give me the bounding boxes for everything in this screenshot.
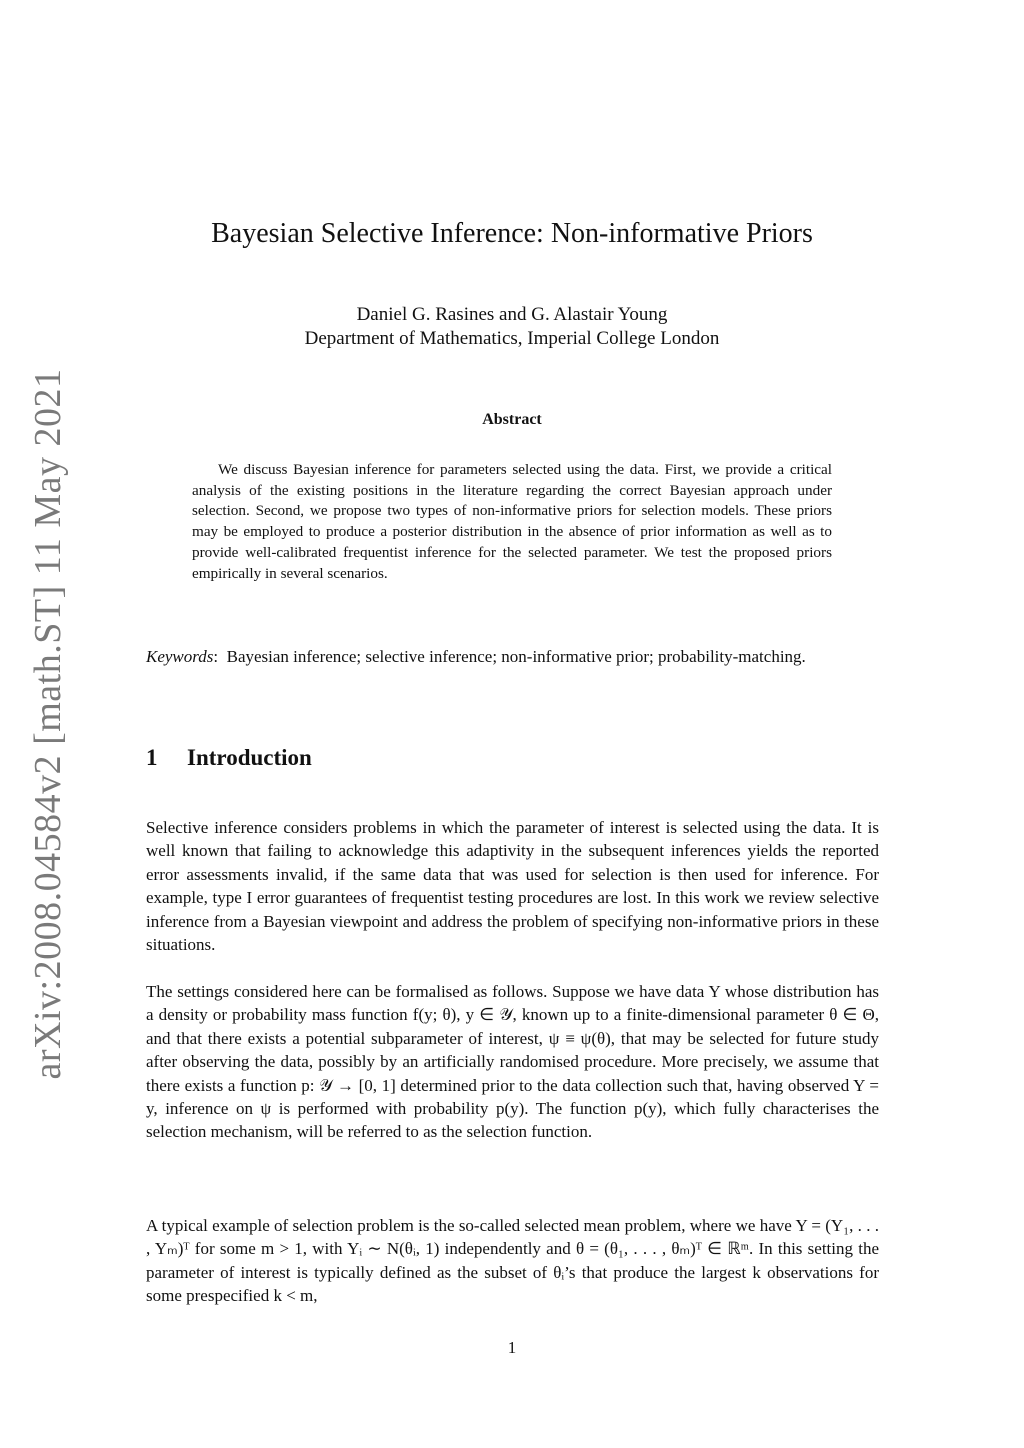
intro-paragraph-3: A typical example of selection problem is the so-called selected mean problem, where we have Y = (Y₁, . . . , Yₘ)ᵀ for some m > 1, with Yᵢ ∼ N(θᵢ, 1) independently and θ = (θ₁, . . . , θₘ)ᵀ ∈ ℝᵐ. In this setting the parameter of interest is typically defined as the subset of θᵢ’s that produce the largest k observations for some prespecified k < m, [146, 1216, 879, 1306]
section-number: 1 [146, 745, 158, 770]
keywords-text: Bayesian inference; selective inference; non-informative prior; probability-matching. [226, 647, 806, 666]
keywords: Keywords: Bayesian inference; selective inference; non-informative prior; probability-matching. [146, 647, 806, 666]
intro-paragraph-1: Selective inference considers problems in which the parameter of interest is selected using the data. It is well known that failing to acknowledge this adaptivity in the subsequent inferences yields the reported error assessments invalid, if the same data that was used for selection is then used for inference. For example, type I error guarantees of frequentist testing procedures are lost. In this work we review selective inference from a Bayesian viewpoint and address the problem of specifying non-informative priors in these situations. [146, 818, 879, 955]
abstract-heading: Abstract [482, 411, 542, 428]
section-heading [146, 745, 312, 771]
paper-title: Bayesian Selective Inference: Non-informative Priors [211, 218, 813, 249]
page-number: 1 [507, 1338, 517, 1357]
intro-paragraph-2: The settings considered here can be formalised as follows. Suppose we have data Y whose distribution has a density or probability mass function f(y; θ), y ∈ 𝒴, known up to a finite-dimensional parameter θ ∈ Θ, and that there exists a potential subparameter of interest, ψ ≡ ψ(θ), that may be selected for future study after observing the data, possibly by an artificially randomised procedure. More precisely, we assume that there exists a function p: 𝒴 → [0, 1] determined prior to the data collection such that, having observed Y = y, inference on ψ is performed with probability p(y). The function p(y), which fully characterises the selection mechanism, will be referred to as the selection function. [146, 982, 879, 1142]
arxiv-stamp-text: arXiv:2008.04584v2 [math.ST] 11 May 2021 [27, 368, 69, 1080]
keywords-label: Keywords [146, 647, 214, 666]
authors: Daniel G. Rasines and G. Alastair Young [356, 304, 668, 325]
section-title: Introduction [187, 745, 312, 770]
abstract-text: We discuss Bayesian inference for parameters selected using the data. First, we provide a critical analysis of the existing positions in the literature regarding the correct Bayesian approach under selection. Second, we propose two types of non-informative priors for selection models. These priors may be employed to produce a posterior distribution in the absence of prior information as well as to provide well-calibrated frequentist inference for the selected parameter. We test the proposed priors empirically in several scenarios. [192, 461, 832, 582]
affiliation: Department of Mathematics, Imperial College London [304, 328, 720, 349]
